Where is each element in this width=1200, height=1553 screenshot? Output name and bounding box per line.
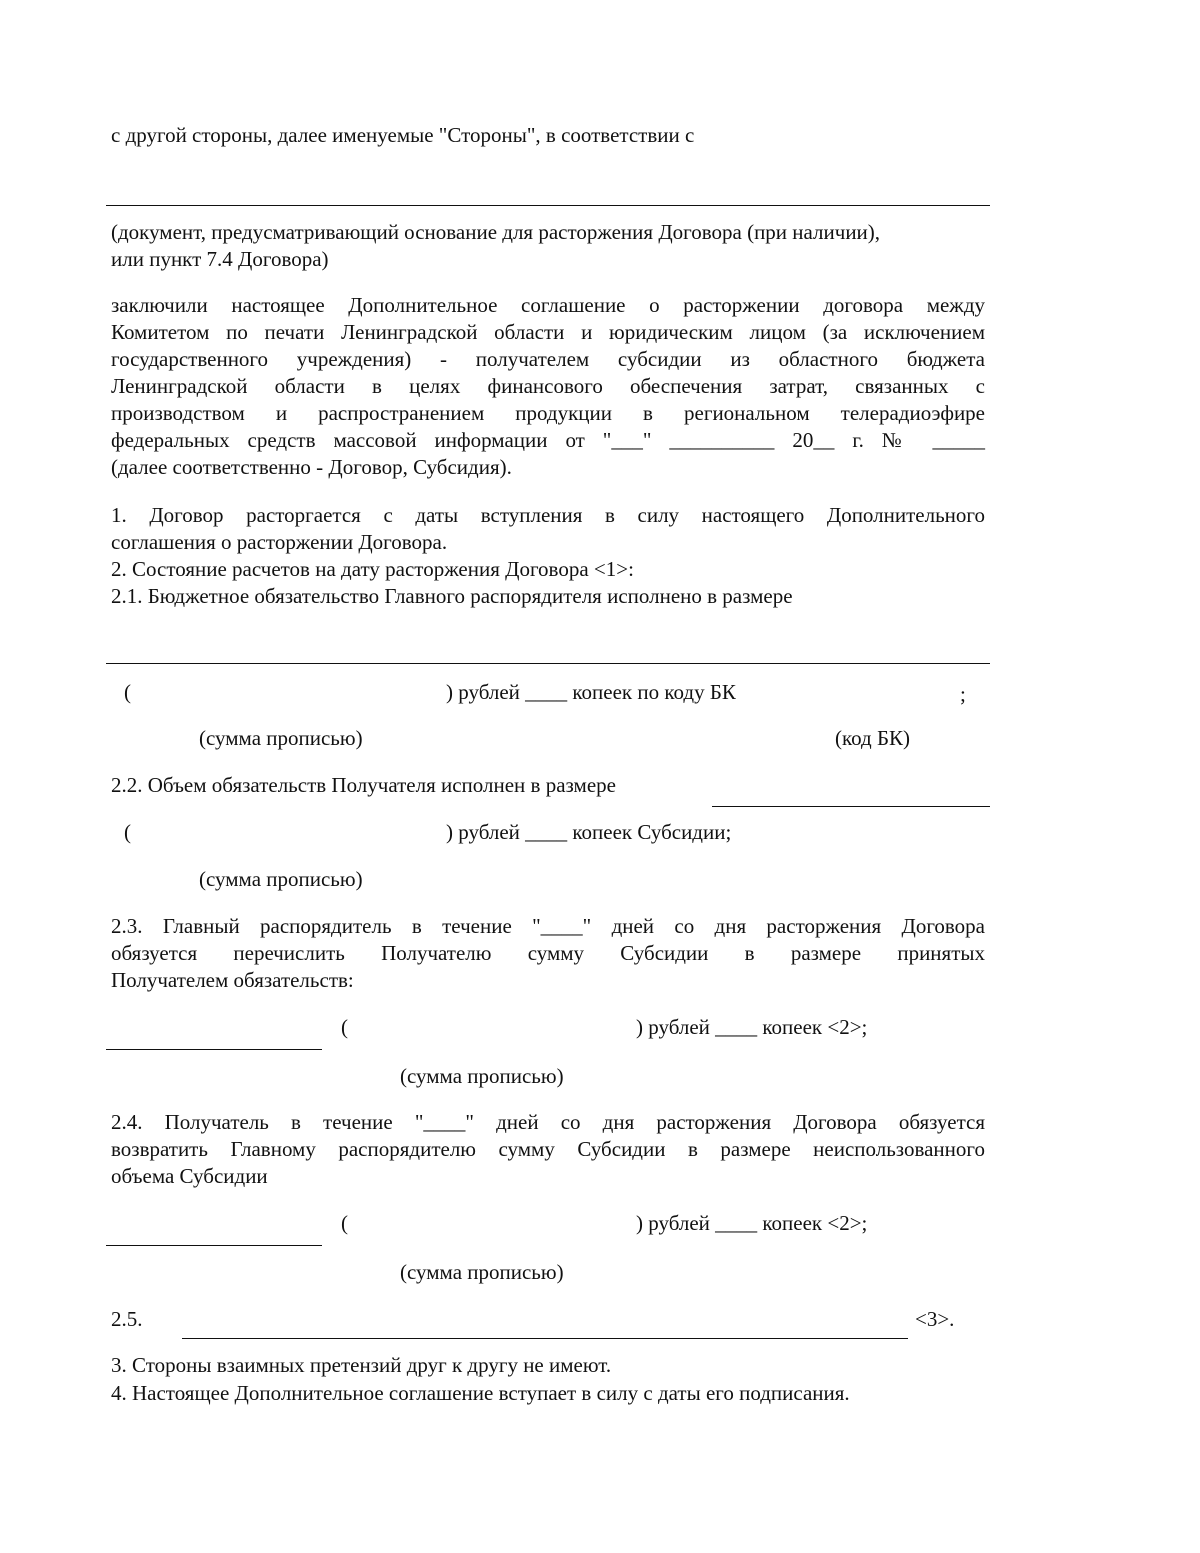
- agreement-line: федеральных средств массовой информации от "___" __________ 20__ г. № _____: [111, 428, 985, 452]
- row-2-1-rubles-text: ) рублей ____ копеек по коду БК: [446, 680, 736, 704]
- clause-2-4: [111, 1109, 985, 1190]
- clause-1: [111, 502, 985, 556]
- clause-2-2: 2.2. Объем обязательств Получателя исполнен в размере: [111, 773, 616, 797]
- clause-2-3-line: Получателем обязательств:: [111, 968, 354, 992]
- row-2-2-caption-sum: (сумма прописью): [199, 867, 363, 891]
- row-2-4-open-paren: (: [341, 1211, 348, 1235]
- row-2-1-open-paren: (: [124, 680, 131, 704]
- clause-2-1-blank-line: [106, 663, 990, 664]
- clause-2-1: 2.1. Бюджетное обязательство Главного распорядителя исполнено в размере: [111, 584, 793, 608]
- row-2-3-open-paren: (: [341, 1015, 348, 1039]
- intro-line: с другой стороны, далее именуемые "Стороны", в соответствии с: [111, 123, 695, 147]
- agreement-line: Комитетом по печати Ленинградской области и юридическим лицом (за исключением: [111, 320, 985, 344]
- clause-2-4-line: объема Субсидии: [111, 1164, 268, 1188]
- row-2-2-rubles-text: ) рублей ____ копеек Субсидии;: [446, 820, 732, 844]
- document-blank-line: [106, 205, 990, 206]
- clause-3: 3. Стороны взаимных претензий друг к другу не имеют.: [111, 1353, 612, 1377]
- agreement-line: (далее соответственно - Договор, Субсидия).: [111, 455, 512, 479]
- clause-2-3-line: обязуется перечислить Получателю сумму Субсидии в размере принятых: [111, 941, 985, 965]
- row-2-4-amount-blank: [106, 1245, 322, 1246]
- clause-1-line: 1. Договор расторгается с даты вступления в силу настоящего Дополнительного: [111, 503, 985, 527]
- row-2-3-amount-blank: [106, 1049, 322, 1050]
- clause-2: 2. Состояние расчетов на дату расторжения Договора <1>:: [111, 557, 634, 581]
- row-2-4-caption-sum: (сумма прописью): [400, 1260, 564, 1284]
- document-caption-line-2: или пункт 7.4 Договора): [111, 247, 329, 271]
- row-2-1-caption-code: (код БК): [835, 726, 911, 750]
- agreement-line: производством и распространением продукции в региональном телерадиоэфире: [111, 401, 985, 425]
- clause-2-5-blank-line: [182, 1338, 908, 1339]
- row-2-3-caption-sum: (сумма прописью): [400, 1064, 564, 1088]
- agreement-line: заключили настоящее Дополнительное соглашение о расторжении договора между: [111, 293, 985, 317]
- agreement-line: Ленинградской области в целях финансового обеспечения затрат, связанных с: [111, 374, 985, 398]
- row-2-2-open-paren: (: [124, 820, 131, 844]
- clause-2-5-number: 2.5.: [111, 1307, 143, 1331]
- agreement-line: государственного учреждения) - получателем субсидии из областного бюджета: [111, 347, 985, 371]
- clause-2-2-blank-line: [712, 806, 990, 807]
- row-2-1-semicolon: ;: [960, 682, 966, 706]
- clause-2-5-footnote: <3>.: [915, 1307, 955, 1331]
- clause-2-3: [111, 913, 985, 994]
- clause-2-4-line: возвратить Главному распорядителю сумму Субсидии в размере неиспользованного: [111, 1137, 985, 1161]
- row-2-1-caption-sum: (сумма прописью): [199, 726, 363, 750]
- row-2-3-rubles-text: ) рублей ____ копеек <2>;: [636, 1015, 868, 1039]
- clause-2-3-line: 2.3. Главный распорядитель в течение "____" дней со дня расторжения Договора: [111, 914, 985, 938]
- clause-4: 4. Настоящее Дополнительное соглашение вступает в силу с даты его подписания.: [111, 1381, 850, 1405]
- clause-1-line: соглашения о расторжении Договора.: [111, 530, 448, 554]
- clause-2-4-line: 2.4. Получатель в течение "____" дней со дня расторжения Договора обязуется: [111, 1110, 985, 1134]
- row-2-4-rubles-text: ) рублей ____ копеек <2>;: [636, 1211, 868, 1235]
- document-caption-line-1: (документ, предусматривающий основание для расторжения Договора (при наличии),: [111, 220, 881, 244]
- agreement-paragraph: [111, 292, 985, 481]
